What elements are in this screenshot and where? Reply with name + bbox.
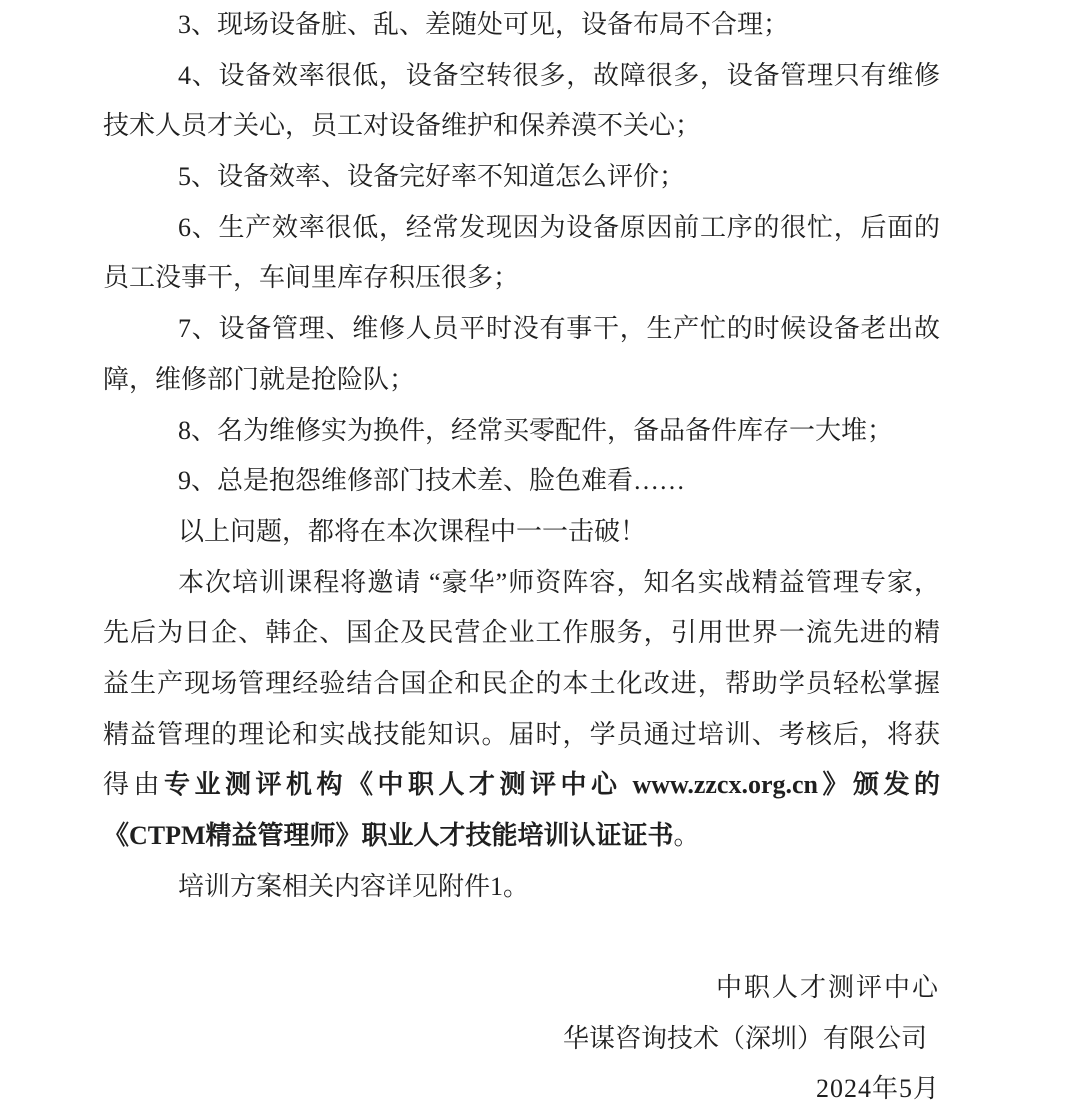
text-line [103,456,940,507]
text-segment: 。 [673,821,700,850]
text-segment: 精益管理的理论和实战技能知识。届时，学员通过培训、考核后，将获 [103,719,940,749]
text-line [103,558,940,609]
text-line [103,0,940,51]
text-segment: 先后为日企、韩企、国企及民营企业工作服务，引用世界一流先进的精 [103,618,940,648]
signature-line: 中职人才测评中心 [715,973,940,1003]
text-line [103,760,940,811]
text-line [103,304,940,355]
text-line [103,608,940,659]
text-segment: 9、总是抱怨维修部门技术差、脸色难看…… [178,466,686,496]
text-line [103,862,940,913]
text-segment: 4、设备效率很低，设备空转很多，故障很多，设备管理只有维修 [178,60,940,90]
text-segment: 技术人员才关心，员工对设备维护和保养漠不关心； [103,111,702,141]
signature-block [103,963,940,1115]
text-segment: 本次培训课程将邀请 “豪华”师资阵容，知名实战精益管理专家， [178,567,940,597]
text-segment: 8、名为维修实为换件，经常买零配件，备品备件库存一大堆； [178,415,894,445]
text-line [103,203,940,254]
text-line [103,152,940,203]
signature-line: 华谋咨询技术（深圳）有限公司 [562,1023,927,1053]
text-line [103,659,940,710]
text-line [103,811,940,862]
text-line [103,51,940,102]
text-segment: 6、生产效率很低，经常发现因为设备原因前工序的很忙，后面的 [178,212,940,242]
text-segment: 7、设备管理、维修人员平时没有事干，生产忙的时候设备老出故 [178,314,940,344]
text-line [103,355,940,406]
text-segment: 5、设备效率、设备完好率不知道怎么评价； [178,162,686,192]
text-segment: 益生产现场管理经验结合国企和民企的本土化改进，帮助学员轻松掌握 [103,668,940,698]
bold-text-segment: 专业测评机构《中职人才测评中心 www.zzcx.org.cn》颁发的 [164,770,940,800]
text-line [103,507,940,558]
signature-line: 2024年5月 [815,1074,940,1104]
text-line [103,406,940,457]
text-segment: 以上问题，都将在本次课程中一一击破！ [178,516,647,546]
text-segment: 得由 [103,770,164,800]
text-line [103,710,940,761]
text-segment: 培训方案相关内容详见附件1。 [178,871,530,901]
text-segment: 障，维修部门就是抢险队； [103,364,416,394]
document-body [103,0,940,963]
text-segment: 3、现场设备脏、乱、差随处可见，设备布局不合理； [178,10,790,39]
text-line [103,912,940,963]
text-segment: 员工没事干，车间里库存积压很多； [103,263,520,293]
text-line [103,101,940,152]
text-line [103,253,940,304]
bold-text-segment: 《CTPM精益管理师》职业人才技能培训认证证书 [103,821,674,850]
